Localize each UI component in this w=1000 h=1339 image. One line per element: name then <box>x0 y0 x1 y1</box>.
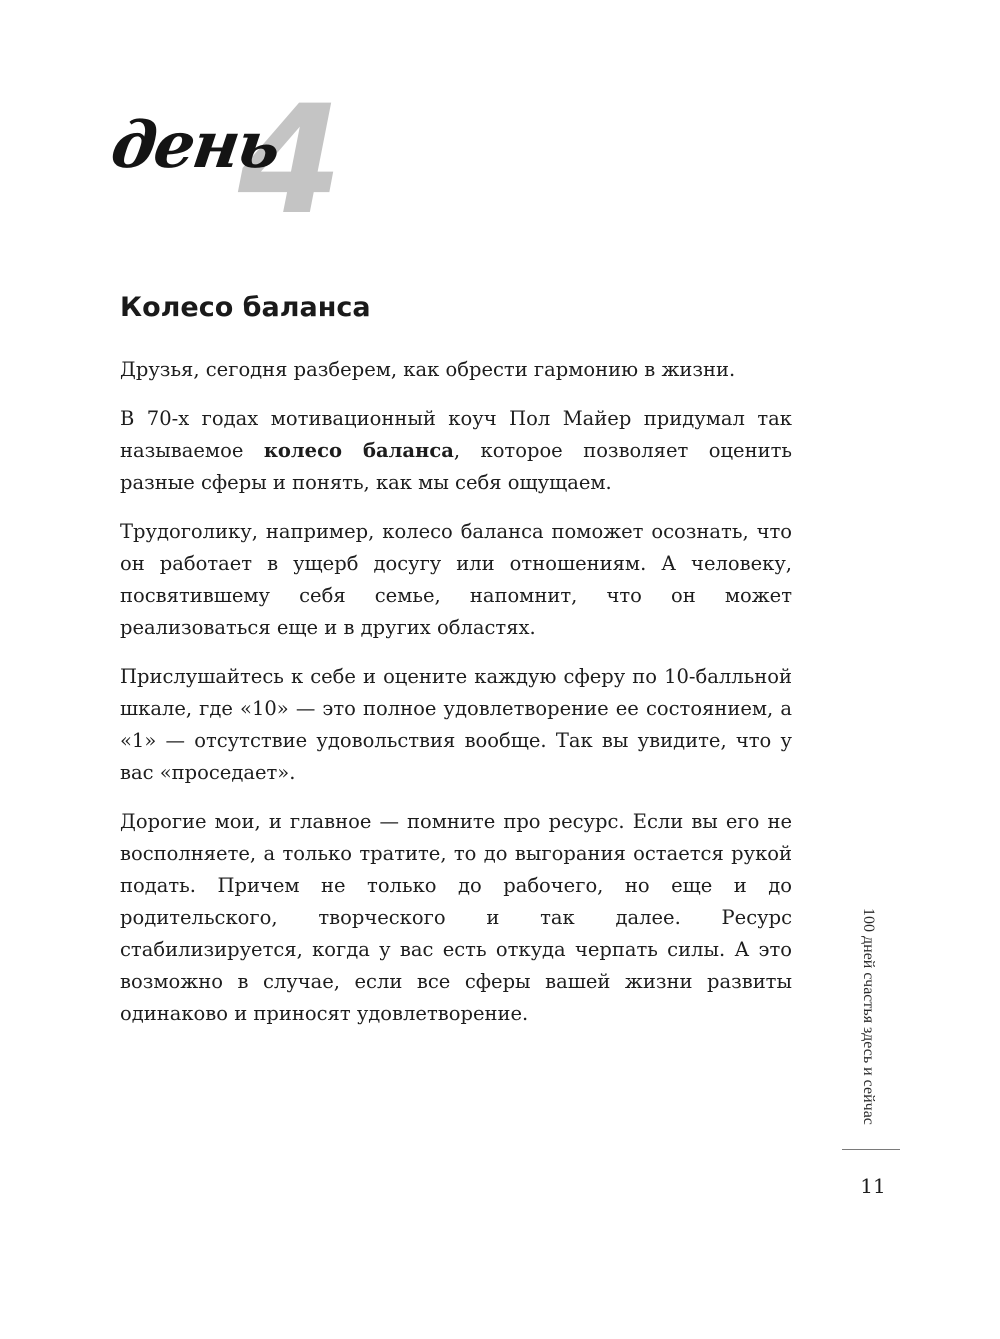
paragraph-5: Дорогие мои, и главное — помните про ресурс. Если вы его не восполняете, а только тратите, то до выгорания остается рукой подать. Причем не только до рабочего, но еще и до родительского, творческого и так далее. Ресурс стабилизируется, когда у вас есть откуда черпать силы. А это возможно в случае, если все сферы вашей жизни развиты одинаково и приносят удовлетворение. <box>120 810 792 1025</box>
paragraph-2 <box>120 403 792 499</box>
paragraph-2-start: В 70-х годах мотивационный коуч Пол Майер придумал так называемое <box>120 407 792 462</box>
folio-divider <box>842 1149 900 1150</box>
chapter-title: Колесо баланса <box>120 292 371 323</box>
paragraph-2-bold-term: колесо баланса <box>263 439 454 462</box>
page-number: 11 <box>860 1174 886 1198</box>
body-text <box>120 354 792 1047</box>
day-heading <box>106 74 372 258</box>
day-number: 4 <box>238 74 343 248</box>
paragraph-2-end: , которое позволяет оценить разные сферы и понять, как мы себя ощущаем. <box>120 439 792 494</box>
running-title: 100 дней счастья здесь и сейчас <box>860 908 877 1125</box>
paragraph-3: Трудоголику, например, колесо баланса поможет осознать, что он работает в ущерб досугу или отношениям. А человеку, посвятившему себя семье, напомнит, что он может реализоваться еще и в других областях. <box>120 520 792 639</box>
paragraph-4: Прислушайтесь к себе и оцените каждую сферу по 10-балльной шкале, где «10» — это полное удовлетворение ее состоянием, а «1» — отсутствие удовольствия вообще. Так вы увидите, что у вас «проседает». <box>120 665 792 784</box>
paragraph-1: Друзья, сегодня разберем, как обрести гармонию в жизни. <box>120 358 736 381</box>
day-word: день <box>106 108 284 183</box>
